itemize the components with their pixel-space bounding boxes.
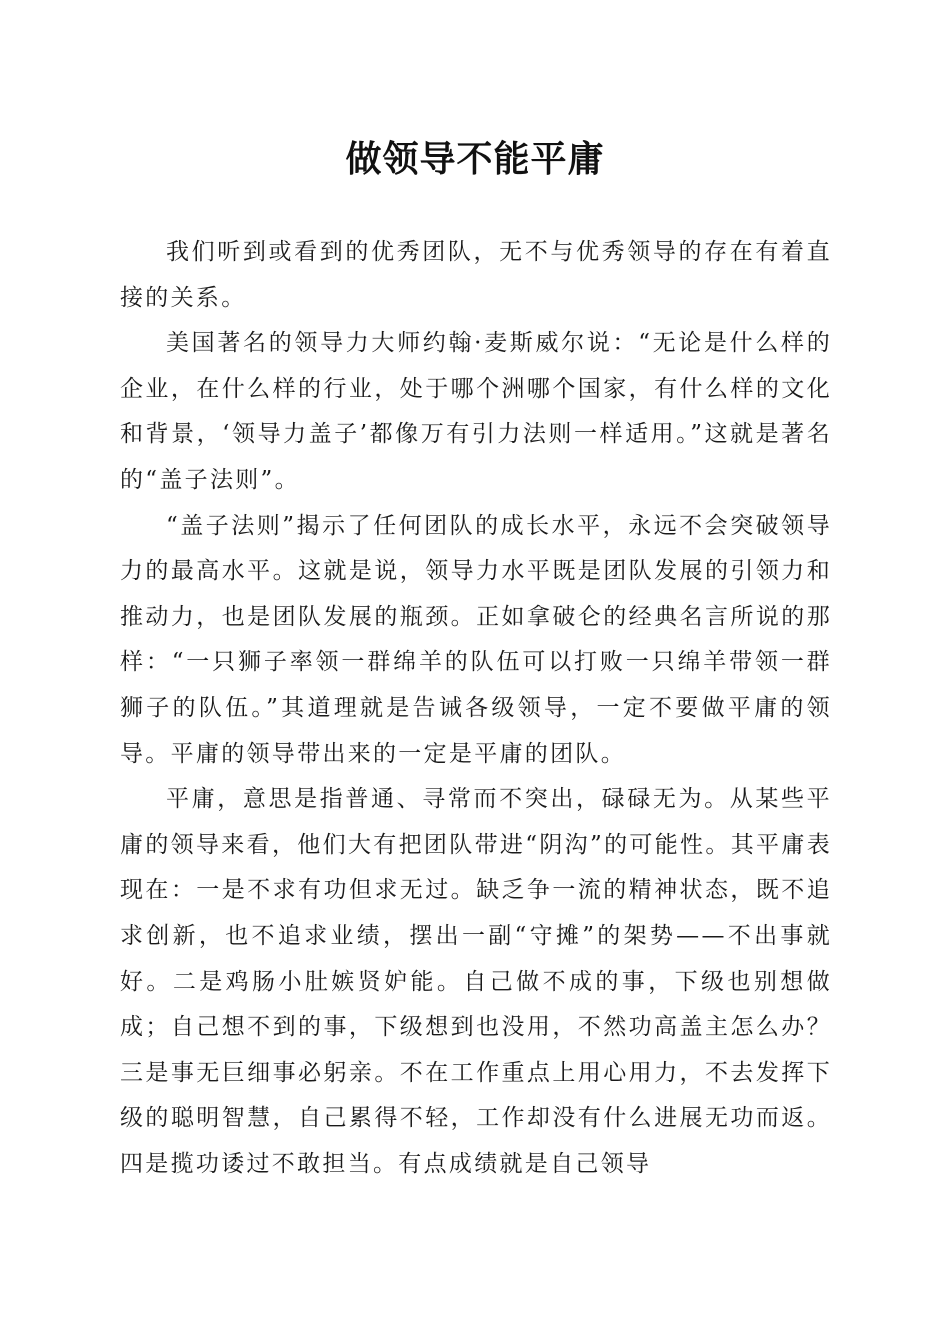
document-body bbox=[120, 230, 832, 1187]
paragraph-4: 平庸，意思是指普通、寻常而不突出，碌碌无为。从某些平庸的领导来看，他们大有把团队带进“阴沟”的可能性。其平庸表现在：一是不求有功但求无过。缺乏争一流的精神状态，既不追求创新，也不追求业绩，摆出一副“守摊”的架势——不出事就好。二是鸡肠小肚嫉贤妒能。自己做不成的事，下级也别想做成；自己想不到的事，下级想到也没用，不然功高盖主怎么办？三是事无巨细事必躬亲。不在工作重点上用心用力，不去发挥下级的聪明智慧，自己累得不轻，工作却没有什么进展无功而返。四是揽功诿过不敢担当。有点成绩就是自己领导 bbox=[120, 786, 832, 1177]
paragraph-1: 我们听到或看到的优秀团队，无不与优秀领导的存在有着直接的关系。 bbox=[120, 239, 832, 311]
paragraph-2: 美国著名的领导力大师约翰·麦斯威尔说：“无论是什么样的企业，在什么样的行业，处于哪个洲哪个国家，有什么样的文化和背景，‘领导力盖子’都像万有引力法则一样适用。”这就是著名的“盖子法则”。 bbox=[120, 330, 832, 493]
document-title: 做领导不能平庸 bbox=[345, 138, 605, 180]
paragraph-3: “盖子法则”揭示了任何团队的成长水平，永远不会突破领导力的最高水平。这就是说，领导力水平既是团队发展的引领力和推动力，也是团队发展的瓶颈。正如拿破仑的经典名言所说的那样：“一只狮子率领一群绵羊的队伍可以打败一只绵羊带领一群狮子的队伍。”其道理就是告诫各级领导，一定不要做平庸的领导。平庸的领导带出来的一定是平庸的团队。 bbox=[120, 512, 832, 767]
